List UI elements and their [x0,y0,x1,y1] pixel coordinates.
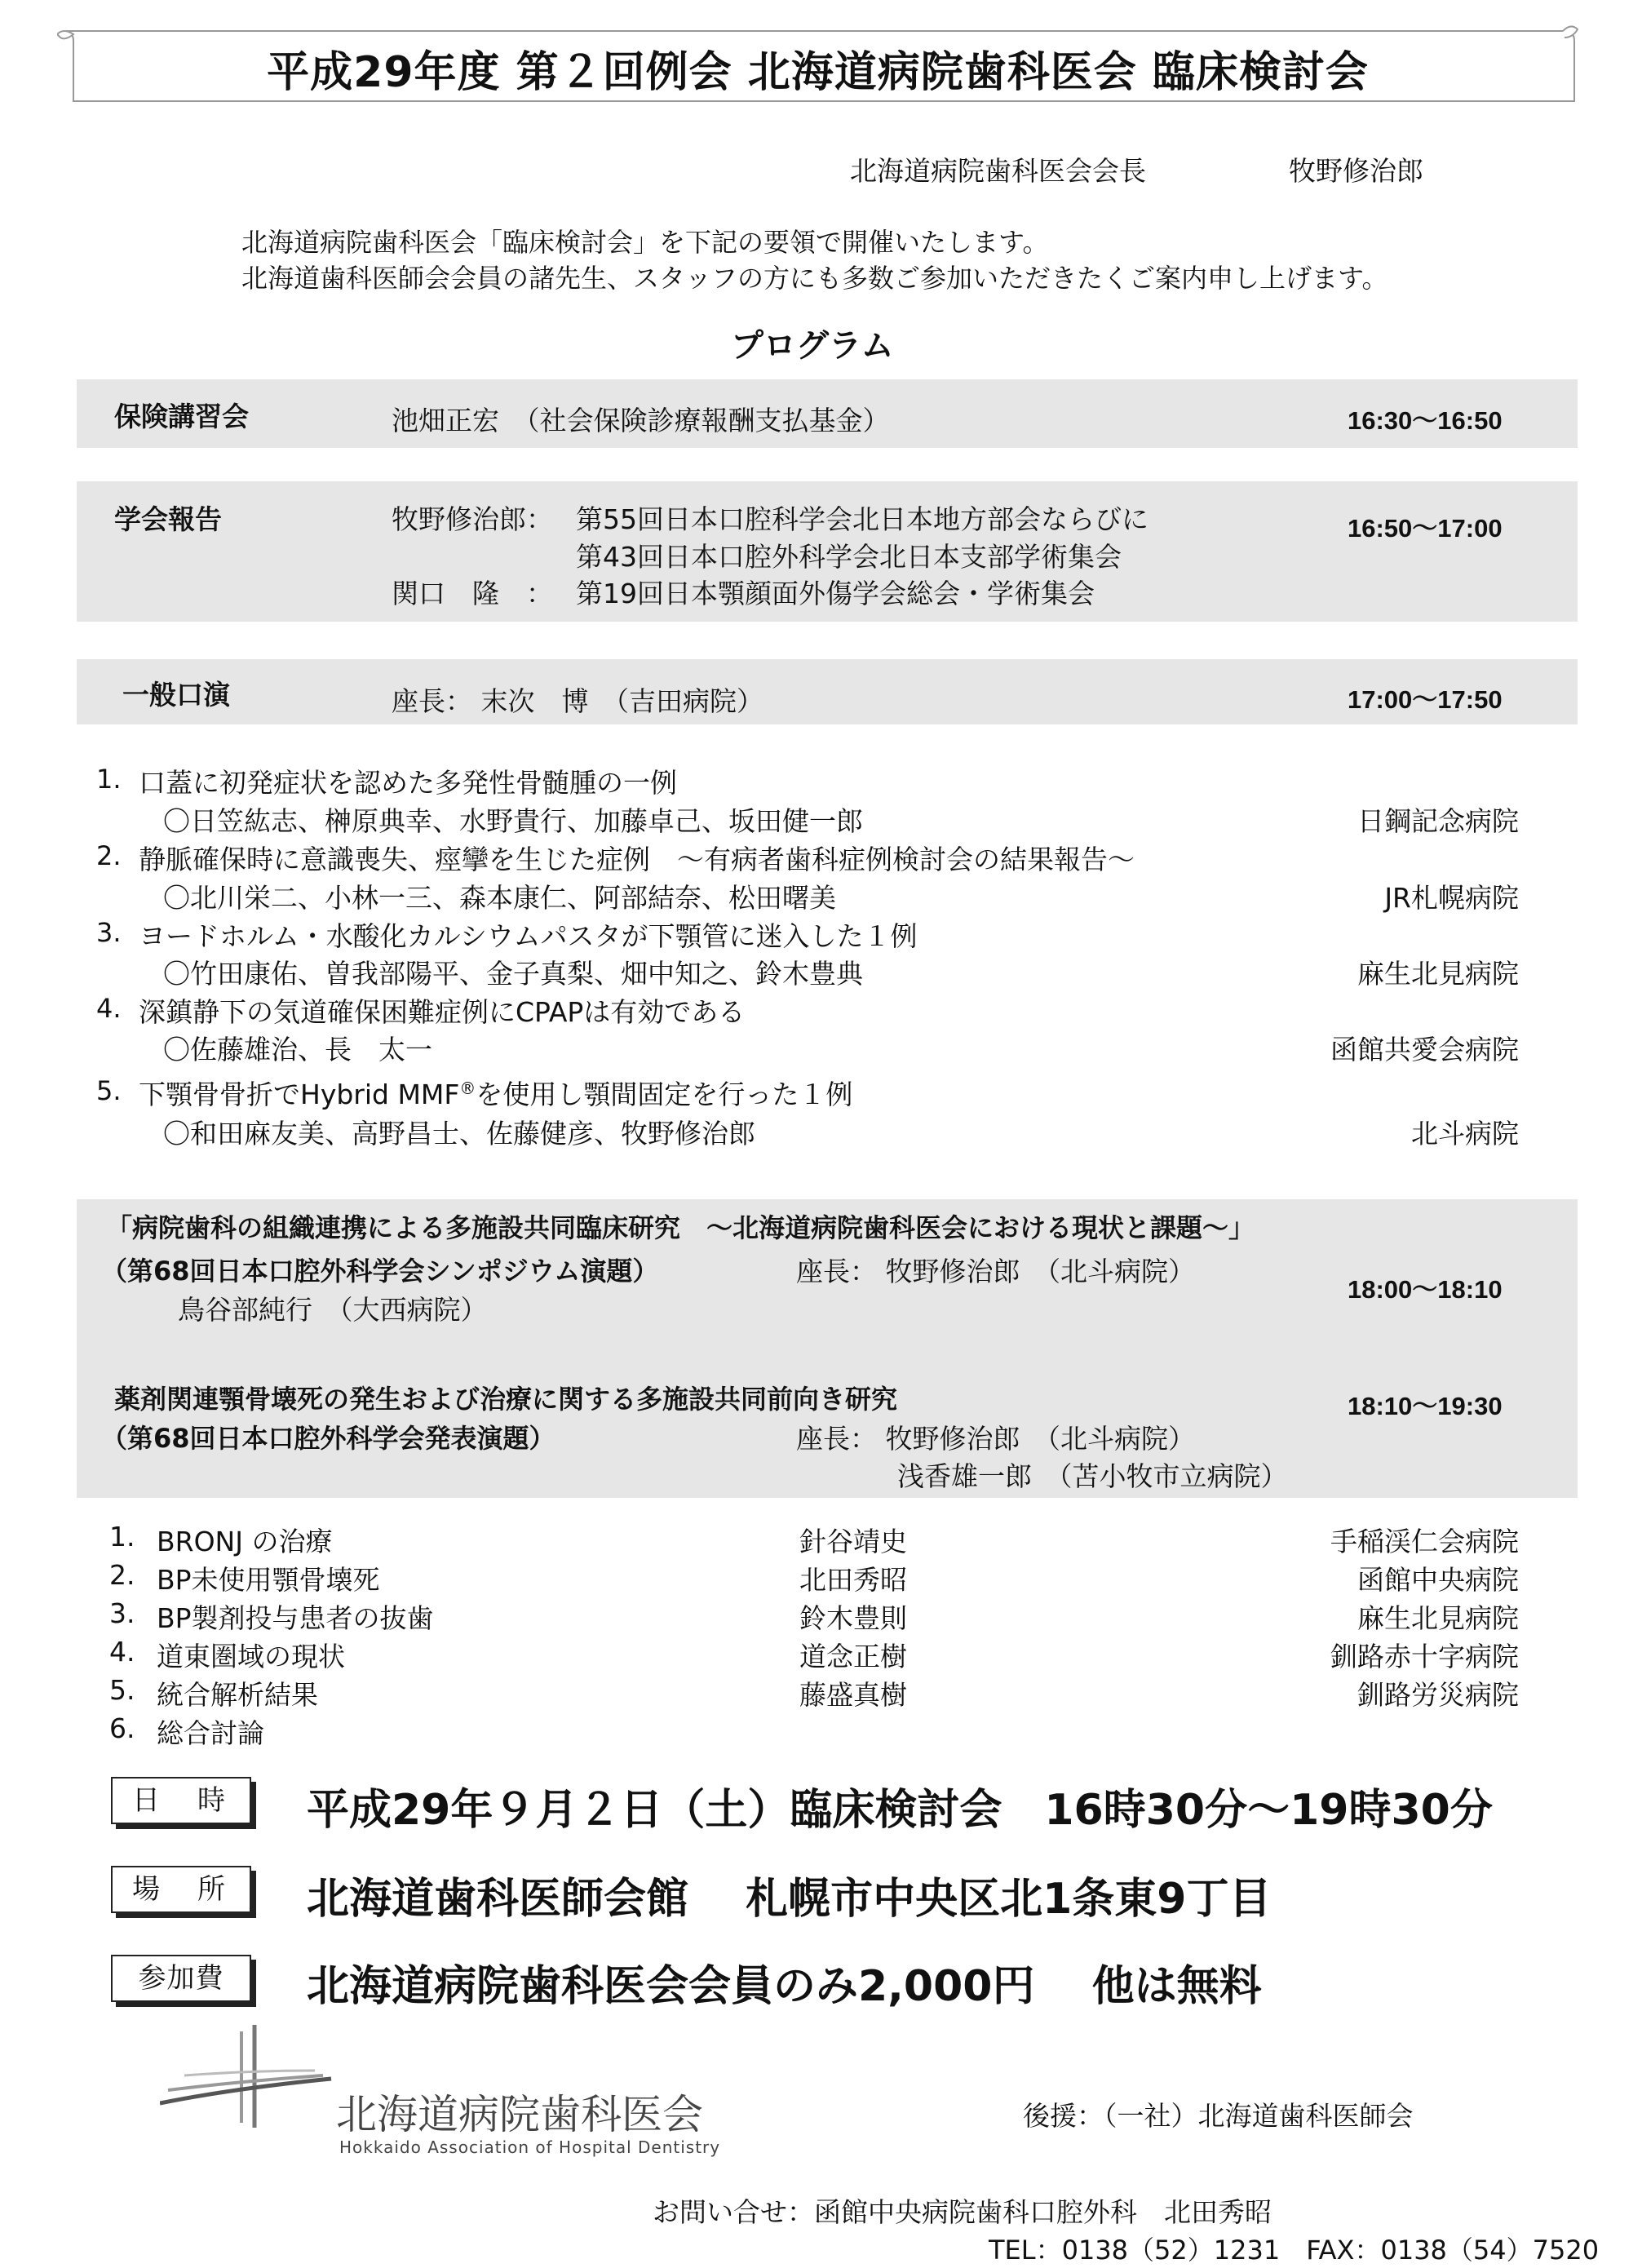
study-item-hospital: 釧路赤十字病院 [1330,1641,1519,1672]
study-item-number: 6. [109,1712,135,1744]
talk-authors: 〇竹田康佑、曽我部陽平、金子真梨、畑中知之、鈴木豊典 [163,958,863,990]
study-item-name: 北田秀昭 [799,1564,907,1596]
study-item-topic: 統合解析結果 [157,1679,318,1711]
talk-authors: 〇和田麻友美、高野昌士、佐藤健彦、牧野修治郎 [163,1118,755,1150]
talk-hospital: 日鋼記念病院 [1357,805,1519,837]
organizer-name: 牧野修治郎 [1289,155,1423,187]
talk-title: 口蓋に初発症状を認めた多発性骨髄腫の一例 [139,767,677,799]
study-item-name: 藤盛真樹 [799,1679,907,1711]
talk-title-after: を使用し顎間固定を行った１例 [476,1079,853,1110]
logo-en-name: Hokkaido Association of Hospital Dentistry [339,2137,721,2157]
general-chair: 座長： 末次 博 （吉田病院） [392,685,763,717]
talk-authors: 〇日笠紘志、榊原典幸、水野貴行、加藤卓己、坂田健一郎 [163,805,863,837]
venue-value: 北海道歯科医師会館 札幌市中央区北1条東9丁目 [307,1875,1272,1924]
venue-label: 場 所 [111,1866,251,1913]
intro-line-1: 北海道病院歯科医会「臨床検討会」を下記の要領で開催いたします。 [241,227,1049,258]
talk-number: 2. [96,840,122,871]
report-time: 16:50〜17:00 [1348,514,1503,543]
program-heading: プログラム [731,327,894,365]
study-item-number: 3. [109,1597,135,1629]
talk-title: ヨードホルム・水酸化カルシウムパスタが下顎管に迷入した１例 [139,920,918,952]
talk-title-before: 下顎骨骨折でHybrid MMF [139,1079,460,1110]
report-text-2: 第43回日本口腔外科学会北日本支部学術集会 [576,541,1122,573]
report-speaker-1: 牧野修治郎： [392,503,553,535]
report-label: 学会報告 [114,503,222,535]
talk-hospital: JR札幌病院 [1384,882,1519,914]
general-time: 17:00〜17:50 [1348,685,1503,714]
contact-line-2: TEL：0138（52）1231 FAX：0138（54）7520 [989,2235,1600,2266]
symposium-chair: 座長： 牧野修治郎 （北斗病院） [796,1256,1195,1287]
study-item-hospital: 函館中央病院 [1357,1564,1519,1596]
fee-value: 北海道病院歯科医会会員のみ2,000円 他は無料 [307,1962,1262,2011]
registered-mark: ® [459,1079,476,1098]
intro-line-2: 北海道歯科医師会会員の諸先生、スタッフの方にも多数ご参加いただきたくご案内申し上げます。 [241,263,1388,294]
study-title: 薬剤関連顎骨壊死の発生および治療に関する多施設共同前向き研究 [114,1384,898,1415]
study-item-number: 4. [109,1636,135,1668]
insurance-detail: 池畑正宏 （社会保険診療報酬支払基金） [392,405,890,436]
symposium-time: 18:00〜18:10 [1348,1275,1503,1304]
general-label: 一般口演 [122,679,230,711]
contact-line-1: お問い合せ：函館中央病院歯科口腔外科 北田秀昭 [653,2196,1272,2228]
report-text-1: 第55回日本口腔科学会北日本地方部会ならびに [576,503,1149,535]
talk-title: 静脈確保時に意識喪失、痙攣を生じた症例 〜有病者歯科症例検討会の結果報告〜 [139,844,1135,875]
study-item-name: 鈴木豊則 [799,1602,907,1634]
study-item-topic: BP製剤投与患者の抜歯 [157,1602,434,1634]
study-time: 18:10〜19:30 [1348,1392,1503,1420]
study-subtitle: （第68回日本口腔外科学会発表演題） [101,1423,555,1454]
logo-jp-name: 北海道病院歯科医会 [336,2091,703,2138]
study-item-number: 2. [109,1559,135,1591]
symposium-subtitle: （第68回日本口腔外科学会シンポジウム演題） [101,1256,659,1287]
organizer-role: 北海道病院歯科医会会長 [850,155,1146,187]
study-item-topic: 総合討論 [157,1717,264,1749]
talk-title [139,1074,852,1112]
talk-hospital: 麻生北見病院 [1357,958,1519,990]
study-item-name: 道念正樹 [799,1641,907,1672]
study-item-hospital: 手稲渓仁会病院 [1330,1526,1519,1557]
study-item-hospital: 麻生北見病院 [1357,1602,1519,1634]
report-text-3: 第19回日本顎顔面外傷学会総会・学術集会 [576,578,1095,609]
study-item-number: 5. [109,1674,135,1706]
study-chair-2: 浅香雄一郎 （苫小牧市立病院） [897,1460,1288,1492]
talk-authors: 〇佐藤雄治、長 太一 [163,1034,432,1065]
insurance-label: 保険講習会 [114,401,249,432]
symposium-title: 「病院歯科の組織連携による多施設共同臨床研究 〜北海道病院歯科医会における現状と課題〜」 [106,1212,1255,1243]
fee-label: 参加費 [111,1955,251,2002]
talk-hospital: 北斗病院 [1411,1118,1519,1150]
talk-number: 4. [96,993,122,1024]
study-item-topic: BP未使用顎骨壊死 [157,1564,380,1596]
support-text: 後援：（一社）北海道歯科医師会 [1023,2100,1414,2132]
study-item-name: 針谷靖史 [799,1526,907,1557]
study-chair-1: 座長： 牧野修治郎 （北斗病院） [796,1423,1195,1455]
insurance-time: 16:30〜16:50 [1348,406,1503,435]
date-value: 平成29年９月２日（土）臨床検討会 16時30分〜19時30分 [307,1786,1493,1835]
study-item-topic: 道東圏域の現状 [157,1641,345,1672]
talk-title: 深鎮静下の気道確保困難症例にCPAPは有効である [139,996,746,1028]
date-label: 日 時 [111,1777,251,1824]
symposium-speaker: 鳥谷部純行 （大西病院） [178,1294,488,1326]
study-item-topic: BRONJ の治療 [157,1526,333,1557]
talk-hospital: 函館共愛会病院 [1330,1034,1519,1065]
talk-number: 3. [96,917,122,948]
page-title: 平成29年度 第２回例会 北海道病院歯科医会 臨床検討会 [267,48,1369,97]
study-item-number: 1. [109,1521,135,1553]
talk-authors: 〇北川栄二、小林一三、森本康仁、阿部結奈、松田曙美 [163,882,836,914]
talk-number: 5. [96,1075,122,1106]
talk-number: 1. [96,764,122,795]
report-speaker-3: 関口 隆 ： [392,578,553,609]
study-item-hospital: 釧路労災病院 [1357,1679,1519,1711]
association-logo-icon [160,2025,339,2128]
